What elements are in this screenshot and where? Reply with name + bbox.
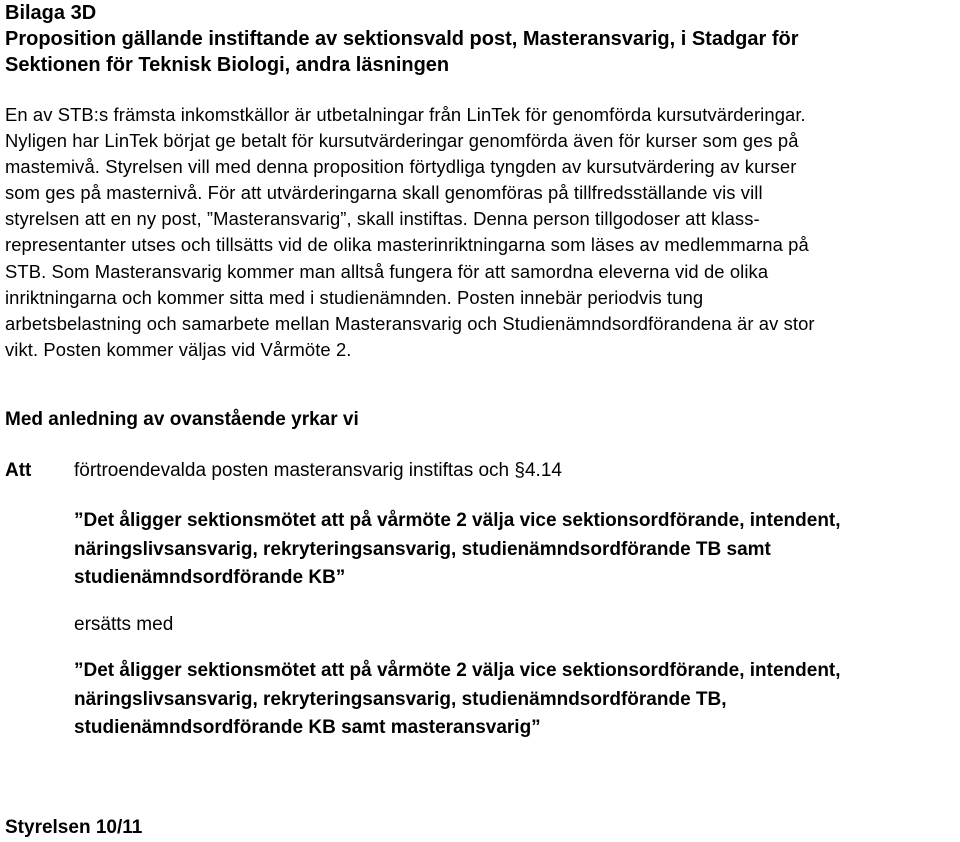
intro-line: vikt. Posten kommer väljas vid Vårmöte 2.	[5, 338, 352, 360]
motion-text: förtroendevalda posten masteransvarig instiftas och §4.14	[74, 460, 562, 481]
intro-paragraph	[5, 102, 955, 363]
appendix-label: Bilaga 3D	[5, 2, 97, 24]
current-bylaw-text	[74, 507, 954, 593]
intro-line: representanter utses och tillsätts vid de olika masterinriktningarna som läses av medlemmarna på	[5, 234, 809, 256]
new-bylaw-text	[74, 657, 954, 743]
replace-word: ersätts med	[74, 614, 174, 635]
motion-label: Att	[5, 460, 32, 481]
intro-line: inriktningarna och kommer sitta med i studienämnden. Posten innebär periodvis tung	[5, 286, 704, 308]
intro-line: styrelsen att en ny post, ”Masteransvarig”, skall instiftas. Denna person tillgodoser att klass-	[5, 208, 760, 230]
quote-line: studienämndsordförande KB”	[74, 567, 346, 588]
quote-line: näringslivsansvarig, rekryteringsansvarig, studienämndsordförande TB samt	[74, 538, 771, 560]
quote-line: näringslivsansvarig, rekryteringsansvarig, studienämndsordförande TB,	[74, 688, 727, 710]
intro-line: STB. Som Masteransvarig kommer man alltså fungera för att samordna eleverna vid de olika	[5, 260, 769, 282]
intro-line: som ges på masternivå. För att utvärderingarna skall genomföras på tillfredsställande vis vill	[5, 182, 763, 204]
intro-line: Nyligen har LinTek börjat ge betalt för kursutvärderingar genomförda även för kurser som ges på	[5, 130, 799, 152]
intro-line: En av STB:s främsta inkomstkällor är utbetalningar från LinTek för genomförda kursutvärderingar.	[5, 104, 806, 125]
title-line-2: Sektionen för Teknisk Biologi, andra läsningen	[5, 54, 450, 76]
quote-line: studienämndsordförande KB samt masteransvarig”	[74, 717, 541, 738]
document-header	[5, 0, 955, 78]
intro-line: mastemivå. Styrelsen vill med denna proposition förtydliga tyngden av kursutvärdering av kurser	[5, 156, 797, 178]
quote-line: ”Det åligger sektionsmötet att på vårmöte 2 välja vice sektionsordförande, intendent,	[74, 510, 841, 531]
motion-heading: Med anledning av ovanstående yrkar vi	[5, 409, 359, 430]
intro-line: arbetsbelastning och samarbete mellan Masteransvarig och Studienämndsordförandena är av stor	[5, 312, 815, 334]
title-line-1: Proposition gällande instiftande av sektionsvald post, Masteransvarig, i Stadgar för	[5, 28, 799, 50]
signature: Styrelsen 10/11	[5, 817, 143, 838]
quote-line: ”Det åligger sektionsmötet att på vårmöte 2 välja vice sektionsordförande, intendent,	[74, 660, 841, 681]
